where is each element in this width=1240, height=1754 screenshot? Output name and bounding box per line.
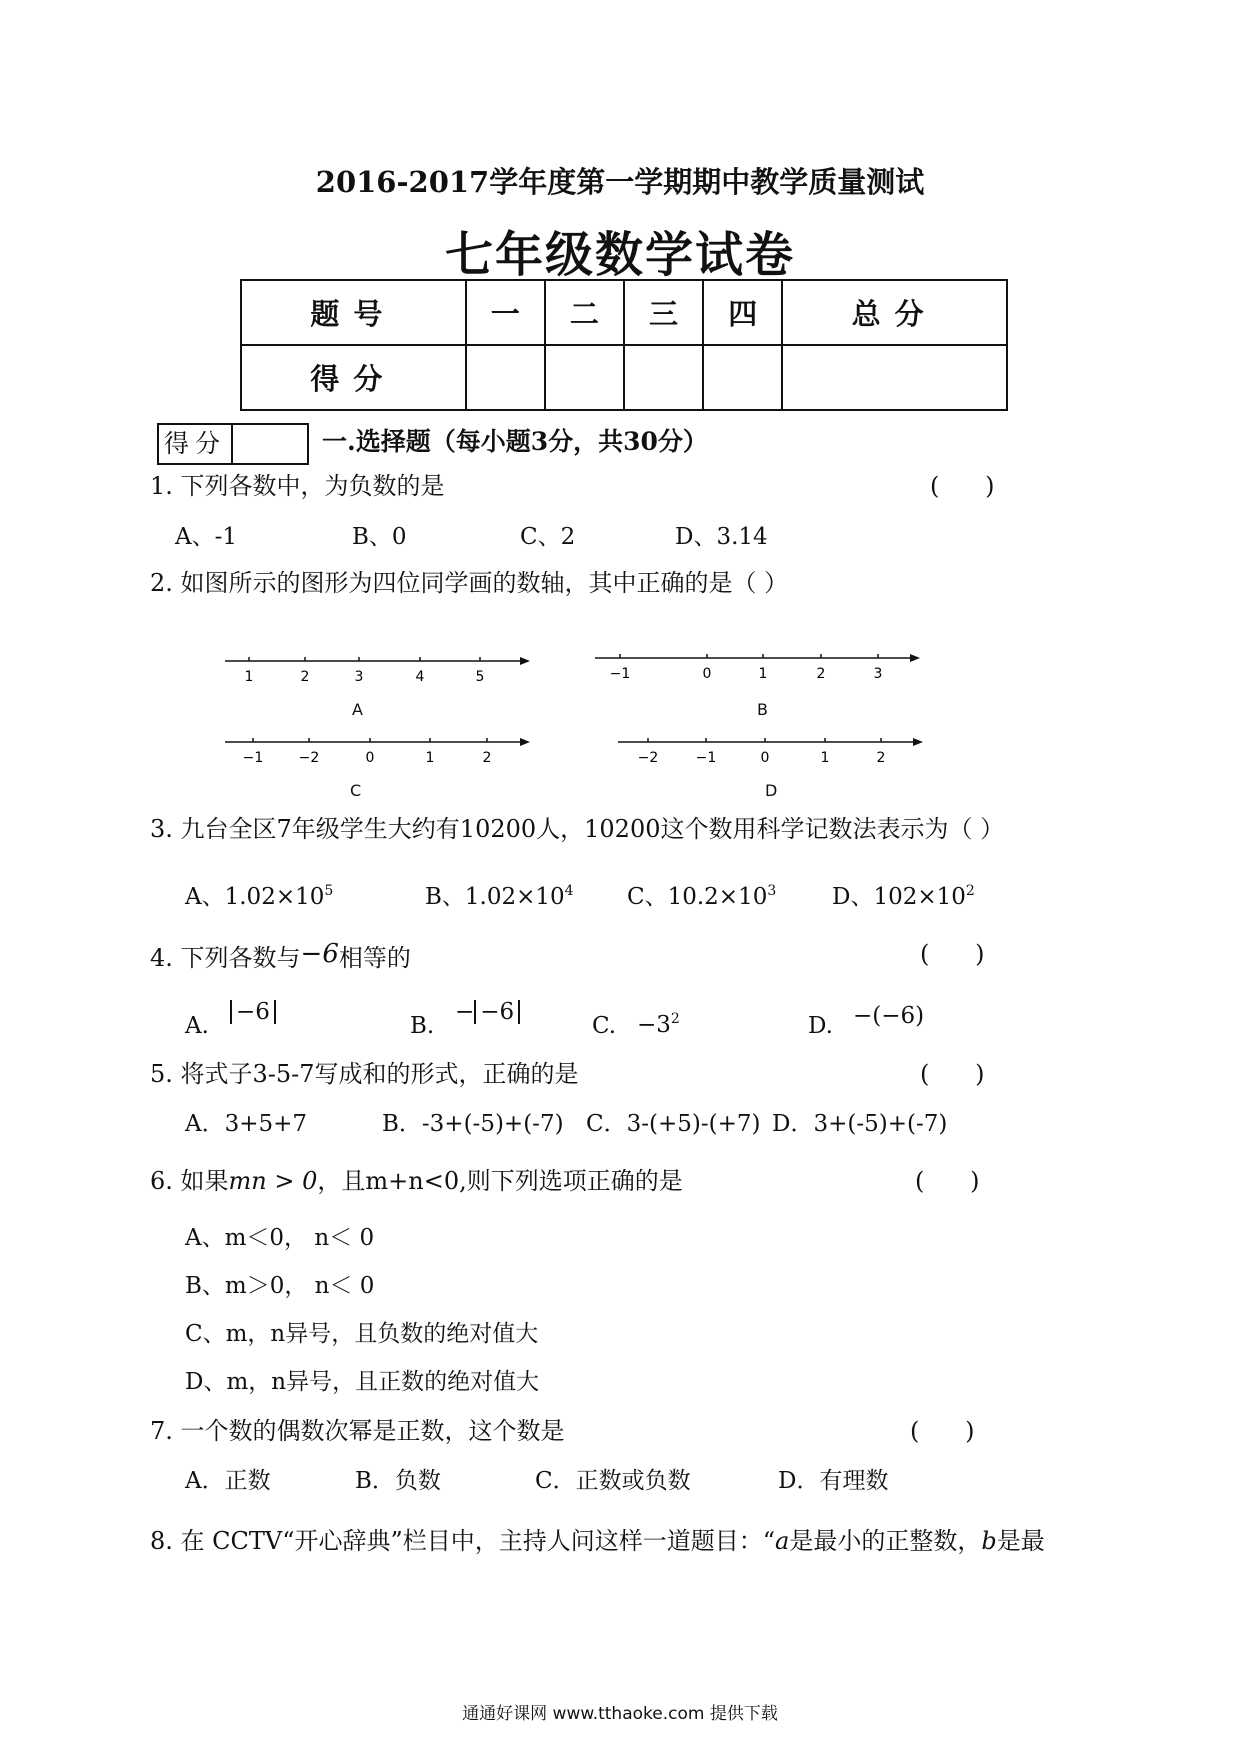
tick-label: 1 (425, 750, 435, 766)
q4-option-c-label: C. (592, 1013, 617, 1039)
q1-option-d: D、3.14 (675, 524, 768, 550)
q5-option-b: B．-3+(-5)+(-7) (382, 1111, 564, 1137)
section-grader-box (157, 423, 309, 465)
question-8-stem (150, 1525, 1045, 1557)
q3-option-a-exponent: 5 (324, 883, 334, 899)
q3-option-a-base: A、1.02×10 (185, 884, 325, 910)
score-header-cell: 三 (624, 280, 703, 345)
question-1-answer-blank[interactable]: ( ) (930, 472, 995, 500)
q4-option-d: −(−6) (853, 1003, 925, 1029)
q1-option-b: B、0 (352, 524, 407, 550)
question-6-stem (150, 1165, 683, 1197)
q4-stem-value: −6 (300, 939, 339, 969)
question-7-stem: 7. 一个数的偶数次幂是正数，这个数是 (150, 1417, 565, 1445)
tick-label: 4 (415, 669, 425, 685)
tick-label: 5 (475, 669, 485, 685)
tick-label: −1 (242, 750, 264, 766)
tick-label: 0 (760, 750, 770, 766)
score-cell-3[interactable] (624, 345, 703, 410)
q3-option-b (425, 875, 574, 913)
q7-option-d: D．有理数 (778, 1468, 889, 1494)
number-line-c-label: C (350, 781, 362, 800)
score-header-cell: 题号 (241, 280, 466, 345)
page-footer: 通通好课网 www.tthaoke.com 提供下载 (462, 1704, 778, 1724)
q5-option-c: C．3-(+5)-(+7) (586, 1111, 761, 1137)
tick-label: 1 (244, 669, 254, 685)
score-header-cell: 总分 (782, 280, 1007, 345)
q4-option-a-label: A. (185, 1013, 209, 1039)
q4-option-c-base: −3 (637, 1012, 671, 1038)
q3-option-d-base: D、102×10 (832, 884, 966, 910)
q3-option-c-exponent: 3 (767, 883, 777, 899)
q6-option-a: A、m＜0， n＜ 0 (185, 1225, 375, 1251)
q3-option-c (627, 875, 776, 913)
tick-label: 2 (876, 750, 886, 766)
q6-option-d: D、m，n异号，且正数的绝对值大 (185, 1369, 540, 1395)
q6-stem-post: ，且m+n<0,则下列选项正确的是 (317, 1167, 683, 1195)
question-2-stem: 2. 如图所示的图形为四位同学画的数轴，其中正确的是（ ） (150, 569, 789, 597)
score-cell-total[interactable] (782, 345, 1007, 410)
number-line-a-label: A (352, 700, 363, 719)
score-table (240, 279, 1008, 411)
score-header-cell: 四 (703, 280, 782, 345)
grader-label: 得分 (159, 425, 233, 463)
q6-option-b: B、m＞0， n＜ 0 (185, 1273, 375, 1299)
q8-var-b: b (981, 1527, 997, 1555)
q7-option-b: B．负数 (355, 1468, 441, 1494)
question-5-answer-blank[interactable]: ( ) (920, 1060, 985, 1088)
score-header-cell: 二 (545, 280, 624, 345)
q6-stem-expr: mn > 0 (228, 1167, 318, 1195)
q3-option-b-exponent: 4 (564, 883, 574, 899)
tick-label: 0 (365, 750, 375, 766)
score-table-score-row (241, 345, 1007, 410)
q8-stem-mid: 是最小的正整数， (789, 1527, 982, 1555)
score-cell-2[interactable] (545, 345, 624, 410)
tick-label: 3 (354, 669, 364, 685)
tick-label: 3 (873, 666, 883, 682)
q6-option-c: C、m，n异号，且负数的绝对值大 (185, 1321, 539, 1347)
tick-label: −1 (695, 750, 717, 766)
tick-label: 1 (820, 750, 830, 766)
number-line-d (618, 736, 923, 766)
score-cell-1[interactable] (466, 345, 545, 410)
score-row-label: 得分 (241, 345, 466, 410)
q8-stem-pre: 8. 在 CCTV“开心辞典”栏目中，主持人问这样一道题目：“ (150, 1527, 776, 1555)
q3-option-d-exponent: 2 (965, 883, 975, 899)
q4-option-d-label: D. (808, 1013, 833, 1039)
q4-option-b-prefix: − (455, 999, 475, 1025)
number-line-c (225, 736, 530, 766)
number-line-d-label: D (765, 781, 778, 800)
q3-option-c-base: C、10.2×10 (627, 884, 768, 910)
tick-label: 2 (816, 666, 826, 682)
q8-var-a: a (775, 1527, 790, 1555)
number-line-b (595, 652, 920, 682)
question-1-stem: 1. 下列各数中，为负数的是 (150, 472, 445, 500)
q3-option-a (185, 875, 333, 913)
tick-label: 2 (300, 669, 310, 685)
tick-label: 0 (702, 666, 712, 682)
score-table-header-row (241, 280, 1007, 345)
q1-option-a: A、-1 (175, 524, 238, 550)
tick-label: −2 (298, 750, 320, 766)
question-3-stem: 3. 九台全区7年级学生大约有10200人，10200这个数用科学记数法表示为（ ） (150, 815, 1005, 843)
exam-subtitle: 2016-2017学年度第一学期期中教学质量测试 (315, 165, 925, 199)
score-cell-4[interactable] (703, 345, 782, 410)
q4-option-b-expr: −6 (474, 1000, 520, 1024)
section-title: 一.选择题（每小题3分，共30分） (322, 427, 708, 456)
q7-option-c: C．正数或负数 (535, 1468, 691, 1494)
q4-stem-post: 相等的 (338, 944, 411, 972)
q4-option-a-expr: −6 (230, 1000, 276, 1024)
tick-label: 1 (758, 666, 768, 682)
q8-stem-post: 是最 (996, 1527, 1045, 1555)
question-4-stem (150, 938, 411, 974)
q4-option-a (230, 996, 276, 1028)
q7-option-a: A．正数 (185, 1468, 271, 1494)
question-7-answer-blank[interactable]: ( ) (910, 1417, 975, 1445)
number-line-b-label: B (757, 700, 768, 719)
q4-stem-pre: 4. 下列各数与 (150, 944, 301, 972)
q3-option-b-base: B、1.02×10 (425, 884, 565, 910)
q4-option-b (455, 996, 520, 1028)
tick-label: −2 (637, 750, 659, 766)
score-header-cell: 一 (466, 280, 545, 345)
q4-option-c (637, 1003, 680, 1041)
number-line-a (225, 655, 530, 685)
q4-option-b-label: B. (410, 1013, 435, 1039)
question-6-answer-blank[interactable]: ( ) (915, 1167, 980, 1195)
exam-title: 七年级数学试卷 (444, 227, 795, 283)
question-4-answer-blank[interactable]: ( ) (920, 940, 985, 968)
q5-option-a: A．3+5+7 (185, 1111, 308, 1137)
tick-label: 2 (482, 750, 492, 766)
q5-option-d: D．3+(-5)+(-7) (772, 1111, 948, 1137)
q4-option-c-exponent: 2 (670, 1011, 680, 1027)
question-5-stem: 5. 将式子3-5-7写成和的形式，正确的是 (150, 1060, 579, 1088)
q6-stem-pre: 6. 如果 (150, 1167, 229, 1195)
tick-label: −1 (609, 666, 631, 682)
q3-option-d (832, 875, 975, 913)
q1-option-c: C、2 (520, 524, 576, 550)
